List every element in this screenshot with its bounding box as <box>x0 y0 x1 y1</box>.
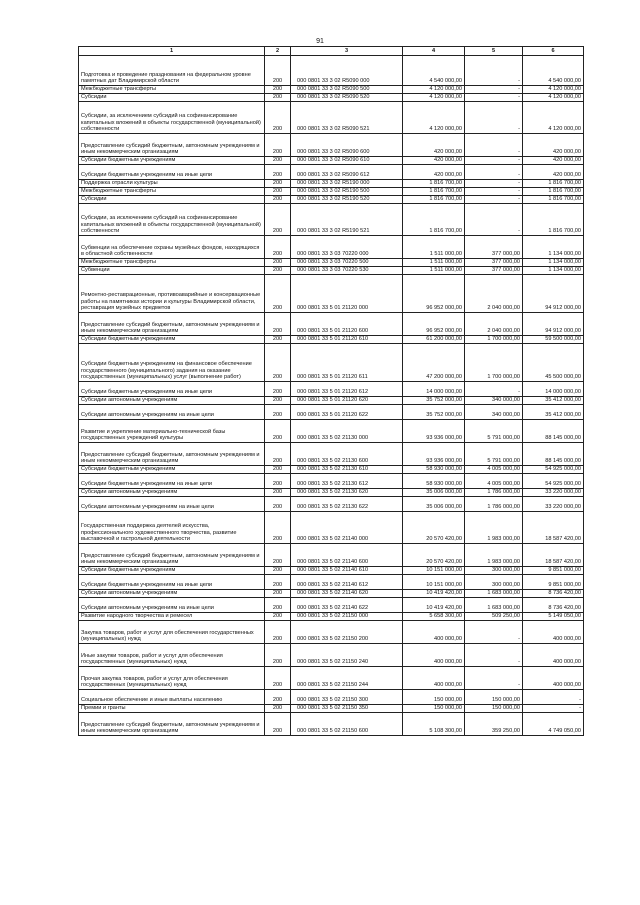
budget-table <box>78 46 584 736</box>
row-amount-total: 150 000,00 <box>403 690 465 705</box>
table-row <box>79 512 584 544</box>
row-classification-code: 000 0801 33 3 02 R5090 520 <box>291 94 403 102</box>
row-name: Субвенции на обеспечение охраны музейных фондов, находящихся в областной собственности <box>79 236 265 259</box>
row-name: Субсидии автономным учреждениям <box>79 590 265 598</box>
row-classification-code: 000 0801 33 5 02 21140 620 <box>291 590 403 598</box>
row-amount-change: - <box>465 667 523 690</box>
row-code: 200 <box>265 644 291 667</box>
row-code: 200 <box>265 180 291 188</box>
row-classification-code: 000 0801 33 3 02 R5190 000 <box>291 180 403 188</box>
row-name: Предоставление субсидий бюджетным, автономным учреждениям и иным некоммерческим организациям <box>79 313 265 336</box>
row-classification-code: 000 0801 33 5 02 21130 622 <box>291 497 403 512</box>
table-row <box>79 94 584 102</box>
row-amount-change: - <box>465 188 523 196</box>
row-name: Субсидии, за исключением субсидий на софинансирование капитальных вложений в объекты государственной (муниципальной) собственности <box>79 204 265 236</box>
table-row <box>79 196 584 204</box>
row-amount-change: - <box>465 134 523 157</box>
row-code: 200 <box>265 102 291 134</box>
row-name: Субсидии бюджетным учреждениям на иные цели <box>79 382 265 397</box>
row-amount-change: 340 000,00 <box>465 397 523 405</box>
row-name: Субсидии автономным учреждениям <box>79 397 265 405</box>
row-amount-total: 1 816 700,00 <box>403 180 465 188</box>
row-amount-total: 4 120 000,00 <box>403 102 465 134</box>
row-amount-result: 54 925 000,00 <box>523 474 584 489</box>
row-amount-change: 1 983 000,00 <box>465 544 523 567</box>
row-amount-result: 33 220 000,00 <box>523 489 584 497</box>
row-amount-change: 340 000,00 <box>465 405 523 420</box>
table-row <box>79 443 584 466</box>
row-name: Развитие народного творчества и ремесел <box>79 613 265 621</box>
row-code: 200 <box>265 590 291 598</box>
row-classification-code: 000 0801 33 5 02 21130 000 <box>291 420 403 443</box>
row-amount-total: 400 000,00 <box>403 667 465 690</box>
table-row <box>79 489 584 497</box>
row-code: 200 <box>265 420 291 443</box>
row-classification-code: 000 0801 33 3 03 70220 530 <box>291 267 403 275</box>
row-amount-total: 150 000,00 <box>403 705 465 713</box>
row-amount-change: 5 791 000,00 <box>465 443 523 466</box>
table-row <box>79 567 584 575</box>
row-code: 200 <box>265 236 291 259</box>
row-classification-code: 000 0801 33 3 02 R5090 600 <box>291 134 403 157</box>
row-amount-result: 1 816 700,00 <box>523 204 584 236</box>
table-row <box>79 497 584 512</box>
row-name: Межбюджетные трансферты <box>79 259 265 267</box>
row-amount-result: 59 500 000,00 <box>523 336 584 344</box>
row-amount-change: 1 700 000,00 <box>465 344 523 382</box>
table-row <box>79 713 584 736</box>
row-code: 200 <box>265 275 291 313</box>
row-name: Предоставление субсидий бюджетным, автономным учреждениям и иным некоммерческим организациям <box>79 443 265 466</box>
row-name: Межбюджетные трансферты <box>79 86 265 94</box>
row-classification-code: 000 0801 33 3 02 R5090 612 <box>291 165 403 180</box>
row-amount-result: 4 540 000,00 <box>523 56 584 86</box>
table-header-row <box>79 47 584 56</box>
row-amount-total: 4 120 000,00 <box>403 86 465 94</box>
row-name: Субсидии, за исключением субсидий на софинансирование капитальных вложений в объекты государственной (муниципальной) собственности <box>79 102 265 134</box>
row-name: Субсидии бюджетным учреждениям <box>79 336 265 344</box>
row-code: 200 <box>265 443 291 466</box>
row-amount-total: 93 936 000,00 <box>403 420 465 443</box>
row-classification-code: 000 0801 33 5 02 21150 244 <box>291 667 403 690</box>
row-classification-code: 000 0801 33 5 02 21140 000 <box>291 512 403 544</box>
row-amount-result: 5 149 050,00 <box>523 613 584 621</box>
row-amount-total: 1 816 700,00 <box>403 204 465 236</box>
row-amount-result: 18 587 420,00 <box>523 512 584 544</box>
row-classification-code: 000 0801 33 5 01 21120 612 <box>291 382 403 397</box>
row-amount-total: 10 151 000,00 <box>403 575 465 590</box>
row-code: 200 <box>265 405 291 420</box>
table-row <box>79 313 584 336</box>
row-amount-change: 1 700 000,00 <box>465 336 523 344</box>
row-amount-change: - <box>465 102 523 134</box>
row-amount-change: 5 791 000,00 <box>465 420 523 443</box>
row-code: 200 <box>265 267 291 275</box>
row-amount-result: 4 120 000,00 <box>523 86 584 94</box>
table-row <box>79 621 584 644</box>
row-code: 200 <box>265 382 291 397</box>
row-amount-result: 400 000,00 <box>523 667 584 690</box>
row-amount-result: 1 816 700,00 <box>523 180 584 188</box>
column-header: 2 <box>265 47 291 56</box>
row-amount-change: 2 040 000,00 <box>465 313 523 336</box>
row-name: Подготовка и проведение празднования на федеральном уровне памятных дат Владимирской области <box>79 56 265 86</box>
row-amount-result: 14 000 000,00 <box>523 382 584 397</box>
row-classification-code: 000 0801 33 3 02 R5090 000 <box>291 56 403 86</box>
row-classification-code: 000 0801 33 5 02 21130 600 <box>291 443 403 466</box>
column-header: 3 <box>291 47 403 56</box>
row-classification-code: 000 0801 33 5 02 21140 610 <box>291 567 403 575</box>
row-amount-total: 4 120 000,00 <box>403 94 465 102</box>
row-name: Премии и гранты <box>79 705 265 713</box>
row-name: Развитие и укрепление материально-технической базы государственных учреждений культуры <box>79 420 265 443</box>
row-amount-total: 1 816 700,00 <box>403 196 465 204</box>
table-row <box>79 590 584 598</box>
table-row <box>79 613 584 621</box>
row-code: 200 <box>265 613 291 621</box>
row-amount-total: 35 006 000,00 <box>403 497 465 512</box>
table-row <box>79 420 584 443</box>
row-amount-change: 1 786 000,00 <box>465 497 523 512</box>
table-row <box>79 382 584 397</box>
row-amount-total: 20 570 420,00 <box>403 512 465 544</box>
row-amount-change: 4 005 000,00 <box>465 466 523 474</box>
row-name: Ремонтно-реставрационные, противоаварийные и консервационные работы на памятниках истории и культуры Владимирской области, реставрация музейных предметов <box>79 275 265 313</box>
row-amount-result: 33 220 000,00 <box>523 497 584 512</box>
row-name: Закупка товаров, работ и услуг для обеспечения государственных (муниципальных) нужд <box>79 621 265 644</box>
row-amount-result: 4 749 050,00 <box>523 713 584 736</box>
row-name: Субвенции <box>79 267 265 275</box>
row-code: 200 <box>265 497 291 512</box>
table-row <box>79 705 584 713</box>
row-amount-total: 61 200 000,00 <box>403 336 465 344</box>
row-code: 200 <box>265 344 291 382</box>
row-amount-result: 94 912 000,00 <box>523 313 584 336</box>
table-row <box>79 204 584 236</box>
row-amount-total: 47 200 000,00 <box>403 344 465 382</box>
row-name: Предоставление субсидий бюджетным, автономным учреждениям и иным некоммерческим организациям <box>79 713 265 736</box>
row-classification-code: 000 0801 33 3 02 R5090 610 <box>291 157 403 165</box>
row-classification-code: 000 0801 33 5 02 21150 200 <box>291 621 403 644</box>
column-header: 4 <box>403 47 465 56</box>
table-row <box>79 644 584 667</box>
row-amount-result: 1 134 000,00 <box>523 267 584 275</box>
table-row <box>79 397 584 405</box>
row-amount-total: 10 419 420,00 <box>403 598 465 613</box>
row-amount-result: 1 816 700,00 <box>523 188 584 196</box>
row-code: 200 <box>265 336 291 344</box>
row-name: Субсидии бюджетным учреждениям <box>79 157 265 165</box>
table-row <box>79 86 584 94</box>
table-row <box>79 165 584 180</box>
table-row <box>79 275 584 313</box>
row-name: Субсидии автономным учреждениям на иные цели <box>79 405 265 420</box>
row-amount-result: 4 120 000,00 <box>523 102 584 134</box>
row-amount-change: 1 983 000,00 <box>465 512 523 544</box>
column-header: 1 <box>79 47 265 56</box>
row-code: 200 <box>265 157 291 165</box>
row-amount-change: 2 040 000,00 <box>465 275 523 313</box>
table-row <box>79 667 584 690</box>
row-classification-code: 000 0801 33 5 02 21150 350 <box>291 705 403 713</box>
row-classification-code: 000 0801 33 5 02 21150 000 <box>291 613 403 621</box>
table-row <box>79 157 584 165</box>
row-classification-code: 000 0801 33 5 01 21120 000 <box>291 275 403 313</box>
table-row <box>79 474 584 489</box>
row-code: 200 <box>265 575 291 590</box>
column-header: 6 <box>523 47 584 56</box>
row-code: 200 <box>265 86 291 94</box>
row-amount-change: 1 683 000,00 <box>465 598 523 613</box>
row-code: 200 <box>265 489 291 497</box>
row-amount-result: 94 912 000,00 <box>523 275 584 313</box>
page-number: 91 <box>316 38 324 45</box>
row-code: 200 <box>265 165 291 180</box>
column-header: 5 <box>465 47 523 56</box>
row-amount-total: 96 952 000,00 <box>403 275 465 313</box>
row-name: Предоставление субсидий бюджетным, автономным учреждениям и иным некоммерческим организациям <box>79 544 265 567</box>
row-code: 200 <box>265 188 291 196</box>
row-classification-code: 000 0801 33 5 02 21150 300 <box>291 690 403 705</box>
row-name: Субсидии бюджетным учреждениям <box>79 567 265 575</box>
row-amount-change: 300 000,00 <box>465 575 523 590</box>
row-amount-total: 58 930 000,00 <box>403 466 465 474</box>
row-name: Социальное обеспечение и иные выплаты населению <box>79 690 265 705</box>
row-amount-total: 420 000,00 <box>403 157 465 165</box>
row-amount-change: 1 786 000,00 <box>465 489 523 497</box>
row-code: 200 <box>265 466 291 474</box>
row-amount-result: 35 412 000,00 <box>523 397 584 405</box>
row-amount-change: - <box>465 165 523 180</box>
row-name: Иные закупки товаров, работ и услуг для обеспечения государственных (муниципальных) нужд <box>79 644 265 667</box>
row-amount-total: 400 000,00 <box>403 621 465 644</box>
row-classification-code: 000 0801 33 3 02 R5190 500 <box>291 188 403 196</box>
row-name: Субсидии <box>79 196 265 204</box>
row-classification-code: 000 0801 33 5 02 21150 600 <box>291 713 403 736</box>
row-classification-code: 000 0801 33 5 01 21120 622 <box>291 405 403 420</box>
row-name: Субсидии автономным учреждениям на иные цели <box>79 598 265 613</box>
row-name: Субсидии бюджетным учреждениям на иные цели <box>79 474 265 489</box>
row-amount-change: 509 250,00 <box>465 613 523 621</box>
row-amount-change: 300 000,00 <box>465 567 523 575</box>
table-row <box>79 267 584 275</box>
row-amount-change: - <box>465 621 523 644</box>
row-amount-result: 88 145 000,00 <box>523 420 584 443</box>
row-classification-code: 000 0801 33 5 02 21130 612 <box>291 474 403 489</box>
row-classification-code: 000 0801 33 5 02 21140 600 <box>291 544 403 567</box>
row-amount-total: 35 752 000,00 <box>403 405 465 420</box>
row-amount-result: 9 851 000,00 <box>523 567 584 575</box>
row-amount-change: 377 000,00 <box>465 236 523 259</box>
table-row <box>79 259 584 267</box>
row-amount-result: 1 134 000,00 <box>523 236 584 259</box>
row-classification-code: 000 0801 33 3 02 R5090 521 <box>291 102 403 134</box>
row-amount-change: - <box>465 382 523 397</box>
row-amount-result: 35 412 000,00 <box>523 405 584 420</box>
row-code: 200 <box>265 512 291 544</box>
row-amount-result: 420 000,00 <box>523 157 584 165</box>
row-classification-code: 000 0801 33 5 01 21120 611 <box>291 344 403 382</box>
row-code: 200 <box>265 196 291 204</box>
table-row <box>79 544 584 567</box>
row-amount-result: - <box>523 705 584 713</box>
row-code: 200 <box>265 204 291 236</box>
row-classification-code: 000 0801 33 5 02 21130 620 <box>291 489 403 497</box>
row-amount-total: 5 108 300,00 <box>403 713 465 736</box>
row-amount-total: 35 752 000,00 <box>403 397 465 405</box>
row-amount-change: 359 250,00 <box>465 713 523 736</box>
row-classification-code: 000 0801 33 5 02 21140 612 <box>291 575 403 590</box>
row-classification-code: 000 0801 33 5 01 21120 610 <box>291 336 403 344</box>
table-row <box>79 575 584 590</box>
row-code: 200 <box>265 667 291 690</box>
row-classification-code: 000 0801 33 3 03 70220 000 <box>291 236 403 259</box>
row-code: 200 <box>265 313 291 336</box>
row-amount-result: 18 587 420,00 <box>523 544 584 567</box>
row-classification-code: 000 0801 33 3 03 70220 500 <box>291 259 403 267</box>
row-name: Поддержка отрасли культуры <box>79 180 265 188</box>
row-classification-code: 000 0801 33 5 02 21140 622 <box>291 598 403 613</box>
table-row <box>79 405 584 420</box>
row-amount-total: 10 419 420,00 <box>403 590 465 598</box>
row-amount-total: 20 570 420,00 <box>403 544 465 567</box>
row-amount-total: 96 952 000,00 <box>403 313 465 336</box>
row-name: Прочая закупка товаров, работ и услуг для обеспечения государственных (муниципальных) нужд <box>79 667 265 690</box>
row-code: 200 <box>265 474 291 489</box>
table-row <box>79 598 584 613</box>
row-name: Межбюджетные трансферты <box>79 188 265 196</box>
row-amount-change: - <box>465 644 523 667</box>
row-amount-total: 14 000 000,00 <box>403 382 465 397</box>
row-amount-change: 377 000,00 <box>465 259 523 267</box>
row-classification-code: 000 0801 33 5 02 21130 610 <box>291 466 403 474</box>
row-name: Субсидии автономным учреждениям <box>79 489 265 497</box>
row-amount-result: 1 134 000,00 <box>523 259 584 267</box>
row-code: 200 <box>265 621 291 644</box>
row-amount-total: 420 000,00 <box>403 165 465 180</box>
row-code: 200 <box>265 690 291 705</box>
row-amount-result: 400 000,00 <box>523 621 584 644</box>
row-amount-total: 1 511 000,00 <box>403 259 465 267</box>
row-classification-code: 000 0801 33 3 02 R5090 500 <box>291 86 403 94</box>
row-code: 200 <box>265 713 291 736</box>
row-classification-code: 000 0801 33 5 01 21120 600 <box>291 313 403 336</box>
row-amount-total: 4 540 000,00 <box>403 56 465 86</box>
row-amount-result: 420 000,00 <box>523 134 584 157</box>
row-name: Субсидии бюджетным учреждениям на иные цели <box>79 575 265 590</box>
table-row <box>79 56 584 86</box>
row-amount-result: 88 145 000,00 <box>523 443 584 466</box>
row-code: 200 <box>265 598 291 613</box>
row-name: Субсидии бюджетным учреждениям <box>79 466 265 474</box>
row-amount-total: 1 816 700,00 <box>403 188 465 196</box>
row-amount-total: 420 000,00 <box>403 134 465 157</box>
row-amount-change: 1 683 000,00 <box>465 590 523 598</box>
table-row <box>79 188 584 196</box>
row-amount-change: - <box>465 86 523 94</box>
table-row <box>79 336 584 344</box>
row-amount-total: 93 936 000,00 <box>403 443 465 466</box>
row-amount-change: - <box>465 157 523 165</box>
row-code: 200 <box>265 134 291 157</box>
row-amount-total: 1 511 000,00 <box>403 267 465 275</box>
row-amount-result: 8 736 420,00 <box>523 598 584 613</box>
row-name: Предоставление субсидий бюджетным, автономным учреждениям и иным некоммерческим организациям <box>79 134 265 157</box>
row-amount-change: 150 000,00 <box>465 705 523 713</box>
table-row <box>79 134 584 157</box>
row-amount-result: 400 000,00 <box>523 644 584 667</box>
row-amount-total: 35 006 000,00 <box>403 489 465 497</box>
row-classification-code: 000 0801 33 3 02 R5190 520 <box>291 196 403 204</box>
row-amount-result: 420 000,00 <box>523 165 584 180</box>
row-code: 200 <box>265 94 291 102</box>
row-amount-total: 400 000,00 <box>403 644 465 667</box>
table-row <box>79 690 584 705</box>
row-classification-code: 000 0801 33 3 02 R5190 521 <box>291 204 403 236</box>
row-amount-total: 5 658 300,00 <box>403 613 465 621</box>
row-code: 200 <box>265 567 291 575</box>
row-amount-change: - <box>465 196 523 204</box>
row-amount-total: 10 151 000,00 <box>403 567 465 575</box>
row-name: Государственная поддержка деятелей искусства, профессионального художественного творчества, развитие выставочной и гастрольной деятельности <box>79 512 265 544</box>
row-code: 200 <box>265 705 291 713</box>
table-row <box>79 344 584 382</box>
row-code: 200 <box>265 259 291 267</box>
row-amount-total: 58 930 000,00 <box>403 474 465 489</box>
row-code: 200 <box>265 397 291 405</box>
table-row <box>79 102 584 134</box>
row-name: Субсидии автономным учреждениям на иные цели <box>79 497 265 512</box>
row-amount-change: - <box>465 180 523 188</box>
row-amount-total: 1 511 000,00 <box>403 236 465 259</box>
row-amount-result: 9 851 000,00 <box>523 575 584 590</box>
row-amount-result: 45 500 000,00 <box>523 344 584 382</box>
row-name: Субсидии бюджетным учреждениям на финансовое обеспечение государственного (муниципального) задания на оказание государственных (муниципальных) услуг (выполнение работ) <box>79 344 265 382</box>
row-classification-code: 000 0801 33 5 01 21120 620 <box>291 397 403 405</box>
row-amount-change: 150 000,00 <box>465 690 523 705</box>
row-classification-code: 000 0801 33 5 02 21150 240 <box>291 644 403 667</box>
row-name: Субсидии <box>79 94 265 102</box>
table-row <box>79 466 584 474</box>
row-amount-result: - <box>523 690 584 705</box>
row-amount-result: 54 925 000,00 <box>523 466 584 474</box>
row-code: 200 <box>265 56 291 86</box>
row-amount-change: - <box>465 94 523 102</box>
row-code: 200 <box>265 544 291 567</box>
row-amount-result: 1 816 700,00 <box>523 196 584 204</box>
row-amount-result: 4 120 000,00 <box>523 94 584 102</box>
row-amount-change: - <box>465 204 523 236</box>
table-row <box>79 180 584 188</box>
row-amount-change: - <box>465 56 523 86</box>
row-name: Субсидии бюджетным учреждениям на иные цели <box>79 165 265 180</box>
row-amount-change: 4 005 000,00 <box>465 474 523 489</box>
row-amount-change: 377 000,00 <box>465 267 523 275</box>
row-amount-result: 8 736 420,00 <box>523 590 584 598</box>
table-row <box>79 236 584 259</box>
